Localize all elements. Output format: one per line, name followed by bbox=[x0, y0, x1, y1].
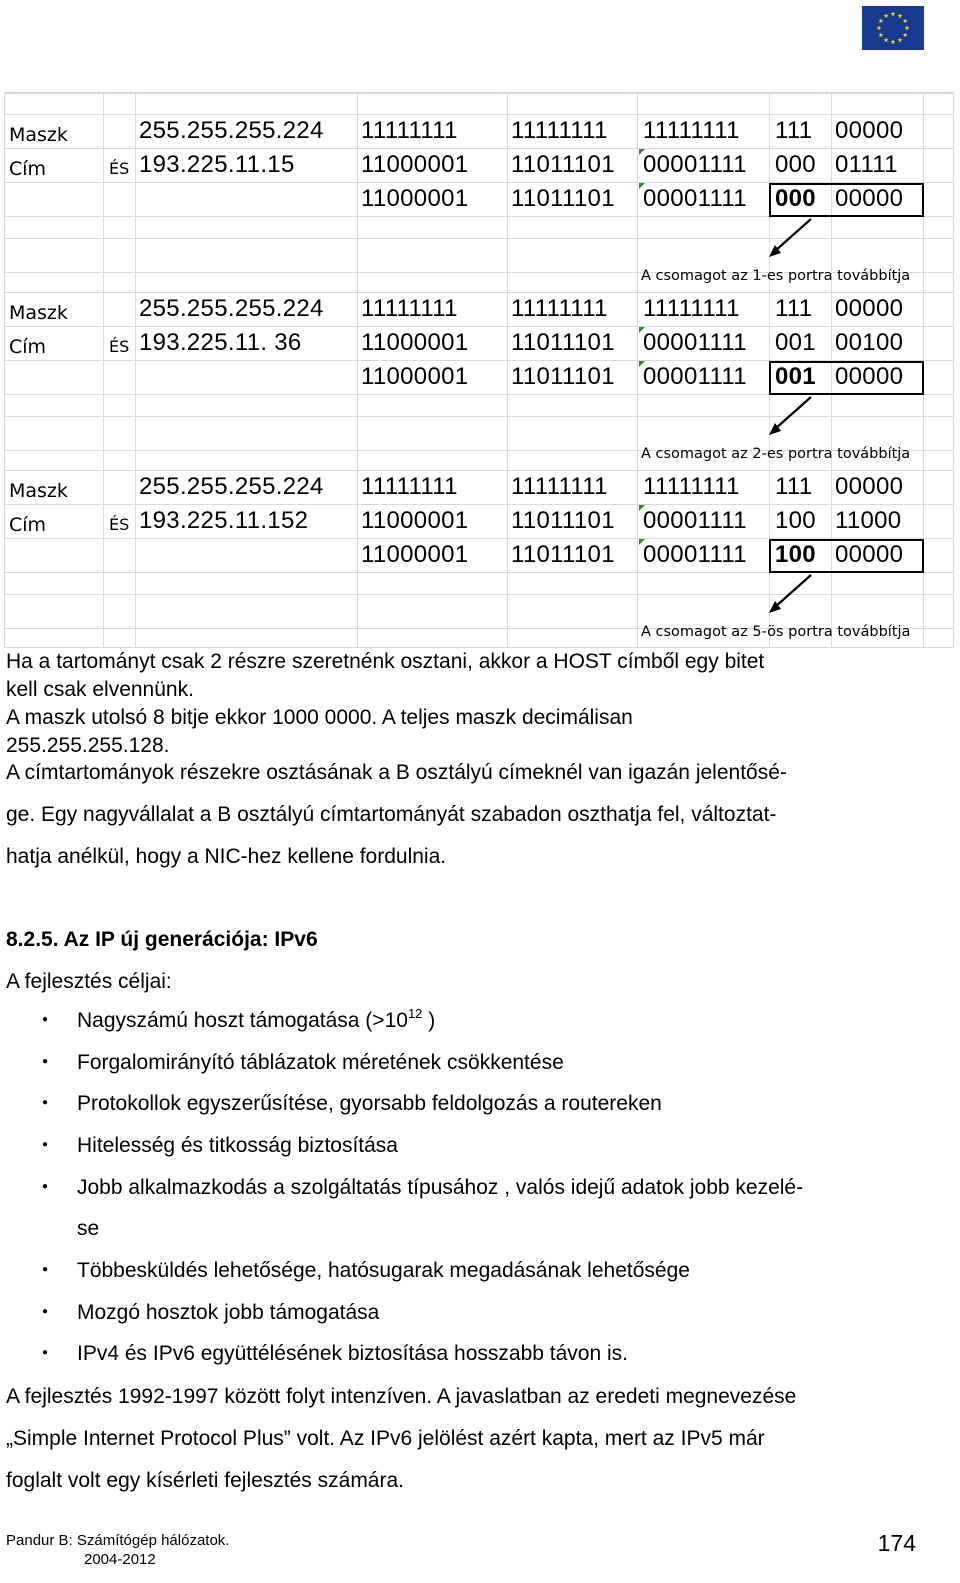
network-bits-box bbox=[769, 539, 924, 573]
goals-intro: A fejlesztés céljai: bbox=[6, 970, 172, 993]
grid-line bbox=[507, 93, 508, 647]
address-binary-octet: 11000001 bbox=[361, 329, 469, 356]
grid-line bbox=[357, 93, 358, 647]
subnet-mask-table bbox=[4, 92, 954, 648]
paragraph-line: ge. Egy nagyvállalat a B osztályú címtartományát szabadon oszthatja fel, változtat- bbox=[6, 803, 777, 826]
address-binary-octet: 00001111 bbox=[643, 329, 747, 356]
network-bits-box bbox=[769, 183, 924, 217]
result-binary-octet: 00001111 bbox=[643, 185, 747, 212]
and-label: ÉS bbox=[109, 337, 130, 356]
mask-binary-octet: 11111111 bbox=[361, 295, 458, 322]
port-note: A csomagot az 1-es portra továbbítja bbox=[641, 268, 911, 284]
mask-binary-octet: 111 bbox=[775, 117, 813, 144]
address-decimal: 193.225.11. 36 bbox=[139, 329, 302, 356]
address-binary-octet: 000 bbox=[775, 151, 816, 178]
list-item: Nagyszámú hoszt támogatása ($>10^{12}$ ) bbox=[77, 1006, 436, 1032]
mask-binary-octet: 11111111 bbox=[511, 473, 608, 500]
list-item: Jobb alkalmazkodás a szolgáltatás típusához , valós idejű adatok jobb kezelé- bbox=[77, 1176, 804, 1199]
grid-line bbox=[5, 93, 953, 94]
paragraph-line: A fejlesztés 1992-1997 között folyt intenzíven. A javaslatban az eredeti megnevezése bbox=[6, 1385, 797, 1408]
result-binary-octet: 00000 bbox=[835, 185, 904, 212]
address-binary-octet: 00100 bbox=[835, 329, 904, 356]
comment-marker-icon bbox=[639, 505, 645, 511]
list-item: Forgalomirányító táblázatok méretének csökkentése bbox=[77, 1051, 564, 1074]
grid-line bbox=[103, 93, 104, 647]
footer-author: Pandur B: Számítógép hálózatok. bbox=[6, 1532, 230, 1549]
address-binary-octet: 01111 bbox=[835, 151, 898, 178]
mask-binary-octet: 00000 bbox=[835, 117, 904, 144]
arrow-icon bbox=[761, 215, 841, 275]
address-label: Cím bbox=[9, 336, 47, 358]
and-label: ÉS bbox=[109, 515, 130, 534]
paragraph-line: hatja anélkül, hogy a NIC-hez kellene fordulnia. bbox=[6, 845, 447, 868]
address-binary-octet: 11000001 bbox=[361, 151, 469, 178]
bullet-icon: ● bbox=[42, 1264, 49, 1275]
bullet-icon: ● bbox=[42, 1306, 49, 1317]
result-binary-octet: 00000 bbox=[835, 541, 904, 568]
paragraph-line: 255.255.255.128. bbox=[6, 734, 170, 757]
mask-binary-octet: 11111111 bbox=[643, 117, 740, 144]
mask-binary-octet: 00000 bbox=[835, 473, 904, 500]
bullet-icon: ● bbox=[42, 1014, 49, 1025]
result-binary-octet: 000 bbox=[775, 185, 816, 212]
address-binary-octet: 11000001 bbox=[361, 507, 469, 534]
grid-line bbox=[5, 326, 953, 327]
result-binary-octet: 001 bbox=[775, 363, 816, 390]
address-binary-octet: 11011101 bbox=[511, 151, 615, 178]
comment-marker-icon bbox=[639, 327, 645, 333]
address-decimal: 193.225.11.15 bbox=[139, 151, 295, 178]
paragraph-line: „Simple Internet Protocol Plus” volt. Az IPv6 jelölést azért kapta, mert az IPv5 már bbox=[6, 1427, 765, 1450]
result-binary-octet: 00001111 bbox=[643, 541, 747, 568]
port-note: A csomagot az 2-es portra továbbítja bbox=[641, 446, 911, 462]
mask-binary-octet: 11111111 bbox=[511, 117, 608, 144]
comment-marker-icon bbox=[639, 361, 645, 367]
mask-decimal: 255.255.255.224 bbox=[139, 473, 324, 500]
arrow-icon bbox=[761, 571, 841, 631]
paragraph-line: foglalt volt egy kísérleti fejlesztés számára. bbox=[6, 1469, 404, 1492]
result-binary-octet: 11011101 bbox=[511, 541, 615, 568]
comment-marker-icon bbox=[639, 149, 645, 155]
result-binary-octet: 11000001 bbox=[361, 185, 469, 212]
address-binary-octet: 00001111 bbox=[643, 151, 747, 178]
bullet-icon: ● bbox=[42, 1347, 49, 1358]
paragraph-line: A maszk utolsó 8 bitje ekkor 1000 0000. A teljes maszk decimálisan bbox=[6, 706, 633, 729]
mask-binary-octet: 11111111 bbox=[511, 295, 608, 322]
eu-flag-icon bbox=[862, 6, 924, 50]
comment-marker-icon bbox=[639, 183, 645, 189]
grid-line bbox=[5, 292, 953, 293]
result-binary-octet: 11011101 bbox=[511, 185, 615, 212]
result-binary-octet: 11000001 bbox=[361, 541, 469, 568]
bullet-icon: ● bbox=[42, 1181, 49, 1192]
mask-binary-octet: 111 bbox=[775, 295, 813, 322]
list-item: se bbox=[77, 1217, 100, 1240]
mask-binary-octet: 11111111 bbox=[361, 117, 458, 144]
mask-binary-octet: 11111111 bbox=[361, 473, 458, 500]
section-heading: 8.2.5. Az IP új generációja: IPv6 bbox=[6, 928, 318, 951]
address-binary-octet: 001 bbox=[775, 329, 816, 356]
mask-binary-octet: 11111111 bbox=[643, 473, 740, 500]
exponent: 12 bbox=[407, 1006, 423, 1021]
result-binary-octet: 00000 bbox=[835, 363, 904, 390]
result-binary-octet: 00001111 bbox=[643, 363, 747, 390]
grid-line bbox=[637, 93, 638, 647]
page-number: 174 bbox=[877, 1530, 916, 1556]
result-binary-octet: 11000001 bbox=[361, 363, 469, 390]
list-item: Protokollok egyszerűsítése, gyorsabb feldolgozás a routereken bbox=[77, 1092, 662, 1115]
network-bits-box bbox=[769, 361, 924, 395]
mask-binary-octet: 00000 bbox=[835, 295, 904, 322]
grid-line bbox=[5, 114, 953, 115]
list-item: Mozgó hosztok jobb támogatása bbox=[77, 1301, 380, 1324]
address-decimal: 193.225.11.152 bbox=[139, 507, 309, 534]
list-item: IPv4 és IPv6 együttélésének biztosítása hosszabb távon is. bbox=[77, 1342, 628, 1365]
address-binary-octet: 11011101 bbox=[511, 329, 615, 356]
grid-line bbox=[135, 93, 136, 647]
bullet-icon: ● bbox=[42, 1056, 49, 1067]
paragraph-line: kell csak elvennünk. bbox=[6, 678, 194, 701]
address-binary-octet: 11000 bbox=[835, 507, 902, 534]
list-item: Többesküldés lehetősége, hatósugarak megadásának lehetősége bbox=[77, 1259, 690, 1282]
result-binary-octet: 11011101 bbox=[511, 363, 615, 390]
arrow-icon bbox=[761, 393, 841, 453]
mask-decimal: 255.255.255.224 bbox=[139, 117, 324, 144]
address-binary-octet: 11011101 bbox=[511, 507, 615, 534]
bullet-icon: ● bbox=[42, 1139, 49, 1150]
mask-binary-octet: 11111111 bbox=[643, 295, 740, 322]
paragraph-line: Ha a tartományt csak 2 részre szeretnénk osztani, akkor a HOST címből egy bitet bbox=[6, 650, 765, 673]
address-binary-octet: 00001111 bbox=[643, 507, 747, 534]
result-binary-octet: 100 bbox=[775, 541, 816, 568]
comment-marker-icon bbox=[639, 539, 645, 545]
address-label: Cím bbox=[9, 514, 47, 536]
mask-decimal: 255.255.255.224 bbox=[139, 295, 324, 322]
grid-line bbox=[5, 504, 953, 505]
grid-line bbox=[5, 148, 953, 149]
address-label: Cím bbox=[9, 158, 47, 180]
mask-label: Maszk bbox=[9, 480, 68, 502]
footer-years: 2004-2012 bbox=[84, 1551, 156, 1568]
paragraph-line: A címtartományok részekre osztásának a B osztályú címeknél van igazán jelentősé- bbox=[6, 761, 787, 784]
grid-line bbox=[5, 470, 953, 471]
mask-binary-octet: 111 bbox=[775, 473, 813, 500]
bullet-icon: ● bbox=[42, 1097, 49, 1108]
mask-label: Maszk bbox=[9, 302, 68, 324]
port-note: A csomagot az 5-ös portra továbbítja bbox=[641, 624, 911, 640]
mask-label: Maszk bbox=[9, 124, 68, 146]
list-item: Hitelesség és titkosság biztosítása bbox=[77, 1134, 398, 1157]
address-binary-octet: 100 bbox=[775, 507, 816, 534]
and-label: ÉS bbox=[109, 159, 130, 178]
